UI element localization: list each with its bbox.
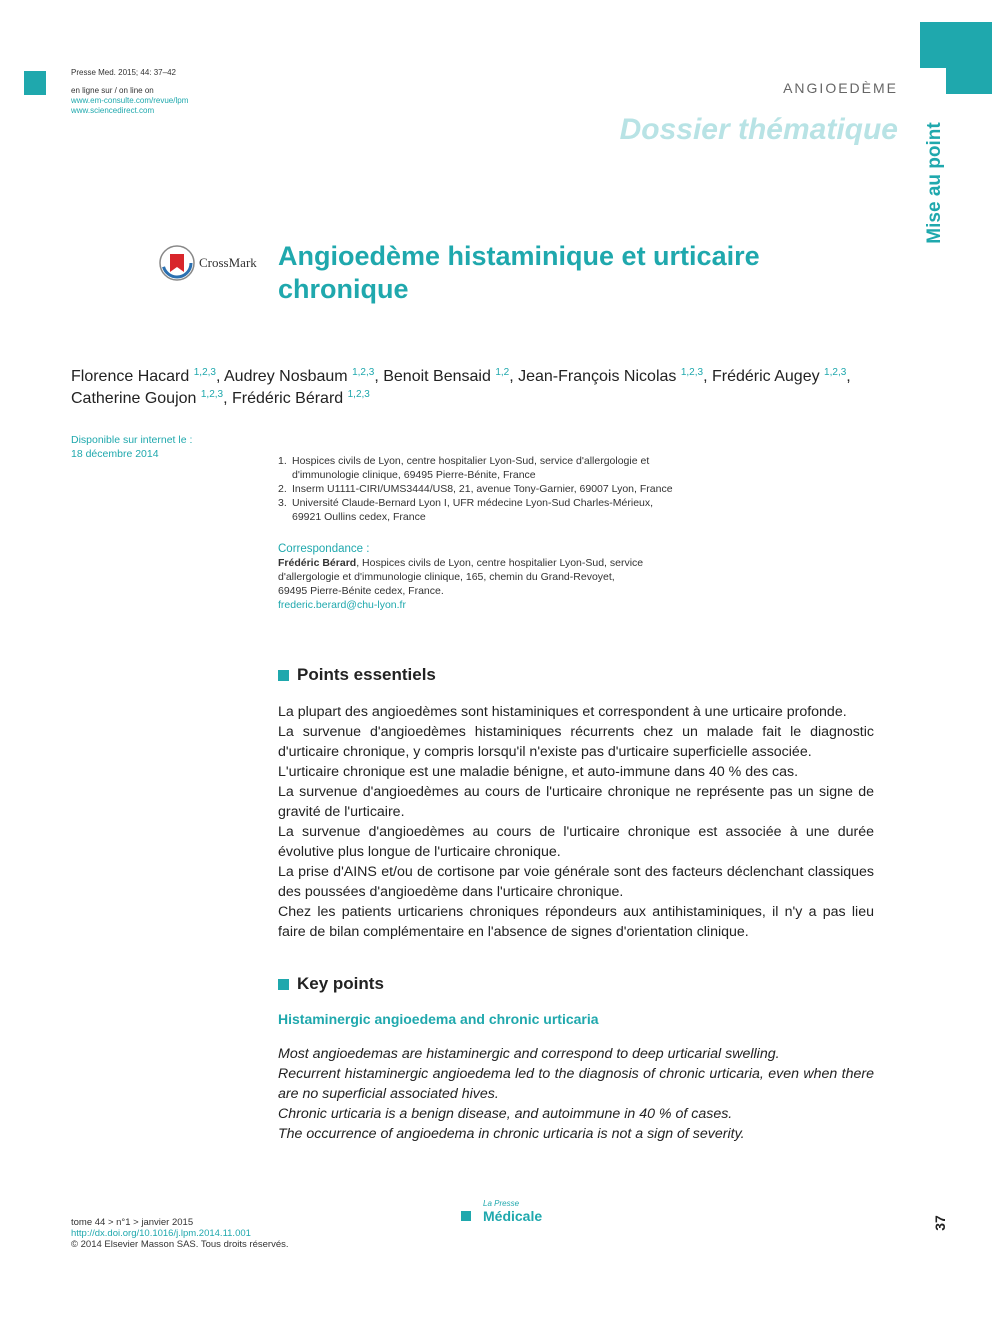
availability-label: Disponible sur internet le :: [71, 434, 193, 446]
availability-date: 18 décembre 2014: [71, 448, 159, 460]
paragraph: La survenue d'angioedèmes au cours de l'urticaire chronique est associée à une durée évolutive plus longue de l'urticaire chronique.: [278, 824, 874, 860]
article-title: Angioedème histaminique et urticaire chronique: [278, 241, 760, 304]
paragraph: Chronic urticaria is a benign disease, and autoimmune in 40 % of cases.: [278, 1106, 733, 1122]
points-essentiels-body: [278, 702, 874, 942]
author-list: Florence Hacard $^{1,2,3}$, Audrey Nosbaum $^{1,2,3}$, Benoit Bensaid $^{1,2}$, Jean-François Nicolas $^{1,2,3}$, Frédéric Augey $^{1,2,3}$, Catherine Goujon $^{1,2,3}$, Frédéric Bérard $^{1,2,3}$: [71, 367, 851, 407]
doi-link[interactable]: http://dx.doi.org/10.1016/j.lpm.2014.11.001: [71, 1228, 251, 1239]
heading-square-icon: [278, 979, 289, 990]
email-link[interactable]: frederic.berard@chu-lyon.fr: [278, 599, 406, 611]
logo-small-text: La Presse: [483, 1199, 520, 1208]
journal-reference: Presse Med. 2015; 44: 37–42: [71, 68, 176, 77]
key-points-heading: Key points: [278, 974, 384, 994]
crossmark-label: CrossMark: [199, 255, 257, 270]
paragraph: The occurrence of angioedema in chronic urticaria is not a sign of severity.: [278, 1126, 745, 1142]
availability: [71, 433, 192, 461]
affiliation: 2. Inserm U1111-CIRI/UMS3444/US8, 21, avenue Tony-Garnier, 69007 Lyon, France: [278, 483, 673, 495]
correspondence: Correspondance : Frédéric Bérard, Hospices civils de Lyon, centre hospitalier Lyon-Sud, service d'allergologie et d'immunologie clinique, 165, chemin du Grand-Revoyet, 69495 Pierre-Bénite cedex, France. frederic.berard@chu-lyon.fr: [278, 542, 718, 612]
crossmark-icon: [159, 245, 195, 281]
side-label-text: Mise au point: [924, 122, 945, 244]
correspondence-label: Correspondance :: [278, 543, 370, 555]
side-label: [905, 118, 965, 248]
journal-logo: [461, 1199, 543, 1224]
author: Frédéric Augey $^{1,2,3}$: [711, 367, 847, 385]
affiliations: [278, 454, 718, 524]
author: Jean-François Nicolas $^{1,2,3}$: [518, 367, 704, 385]
paragraph: Most angioedemas are histaminergic and correspond to deep urticarial swelling.: [278, 1046, 780, 1062]
journal-url-link[interactable]: www.em-consulte.com/revue/lpm: [71, 96, 189, 105]
author: Florence Hacard $^{1,2,3}$: [71, 367, 216, 385]
author: Catherine Goujon $^{1,2,3}$: [71, 389, 224, 407]
affiliation: 3. Université Claude-Bernard Lyon I, UFR médecine Lyon-Sud Charles-Mérieux, 69921 Oullins cedex, France: [278, 497, 654, 523]
author: Frédéric Bérard $^{1,2,3}$: [232, 389, 370, 407]
corner-square: [24, 71, 46, 95]
online-line: en ligne sur / on line on: [71, 86, 154, 95]
author: Benoit Bensaid $^{1,2}$: [383, 367, 510, 385]
english-title: Histaminergic angioedema and chronic urticaria: [278, 1011, 599, 1027]
author: Audrey Nosbaum $^{1,2,3}$: [224, 367, 375, 385]
heading-square-icon: [278, 670, 289, 681]
footer: [71, 1217, 289, 1250]
copyright: © 2014 Elsevier Masson SAS. Tous droits réservés.: [71, 1239, 289, 1250]
sciencedirect-link[interactable]: www.sciencedirect.com: [71, 106, 155, 115]
logo-square-icon: [461, 1211, 471, 1221]
crossmark-badge[interactable]: [159, 244, 259, 282]
paragraph: La prise d'AINS et/ou de cortisone par voie générale sont des facteurs déclenchant classiques des poussées d'angioedème dans l'urticaire chronique.: [278, 864, 874, 900]
section-label: ANGIOEDÈME: [783, 80, 898, 96]
paragraph: L'urticaire chronique est une maladie bénigne, et auto-immune dans 40 % des cas.: [278, 764, 799, 780]
paragraph: Recurrent histaminergic angioedema led to the diagnosis of chronic urticaria, even when there are no superficial associated hives.: [278, 1066, 874, 1102]
paragraph: La survenue d'angioedèmes histaminiques récurrents chez un malade fait le diagnostic d'urticaire chronique, y compris lorsqu'il n'existe pas d'urticaire superficielle associée.: [278, 724, 874, 760]
logo-main-text: Médicale: [483, 1208, 543, 1224]
journal-meta: [71, 68, 188, 116]
correspondence-name: Frédéric Bérard: [278, 557, 357, 569]
issue-info: tome 44 > n°1 > janvier 2015: [71, 1217, 194, 1228]
page-number: 37: [932, 1215, 948, 1231]
affiliation: 1. Hospices civils de Lyon, centre hospitalier Lyon-Sud, service d'allergologie et d'immunologie clinique, 69495 Pierre-Bénite, France: [278, 455, 650, 481]
paragraph: Chez les patients urticariens chroniques répondeurs aux antihistaminiques, il n'y a pas lieu faire de bilan complémentaire en l'absence de signes d'orientation clinique.: [278, 904, 874, 940]
paragraph: La survenue d'angioedèmes au cours de l'urticaire chronique ne représente pas un signe de gravité de l'urticaire.: [278, 784, 874, 820]
points-essentiels-heading: Points essentiels: [278, 665, 436, 685]
key-points-body: [278, 1044, 874, 1144]
dossier-label: Dossier thématique: [619, 113, 898, 146]
corner-notch: [920, 68, 946, 94]
paragraph: La plupart des angioedèmes sont histaminiques et correspondent à une urticaire profonde.: [278, 704, 847, 720]
